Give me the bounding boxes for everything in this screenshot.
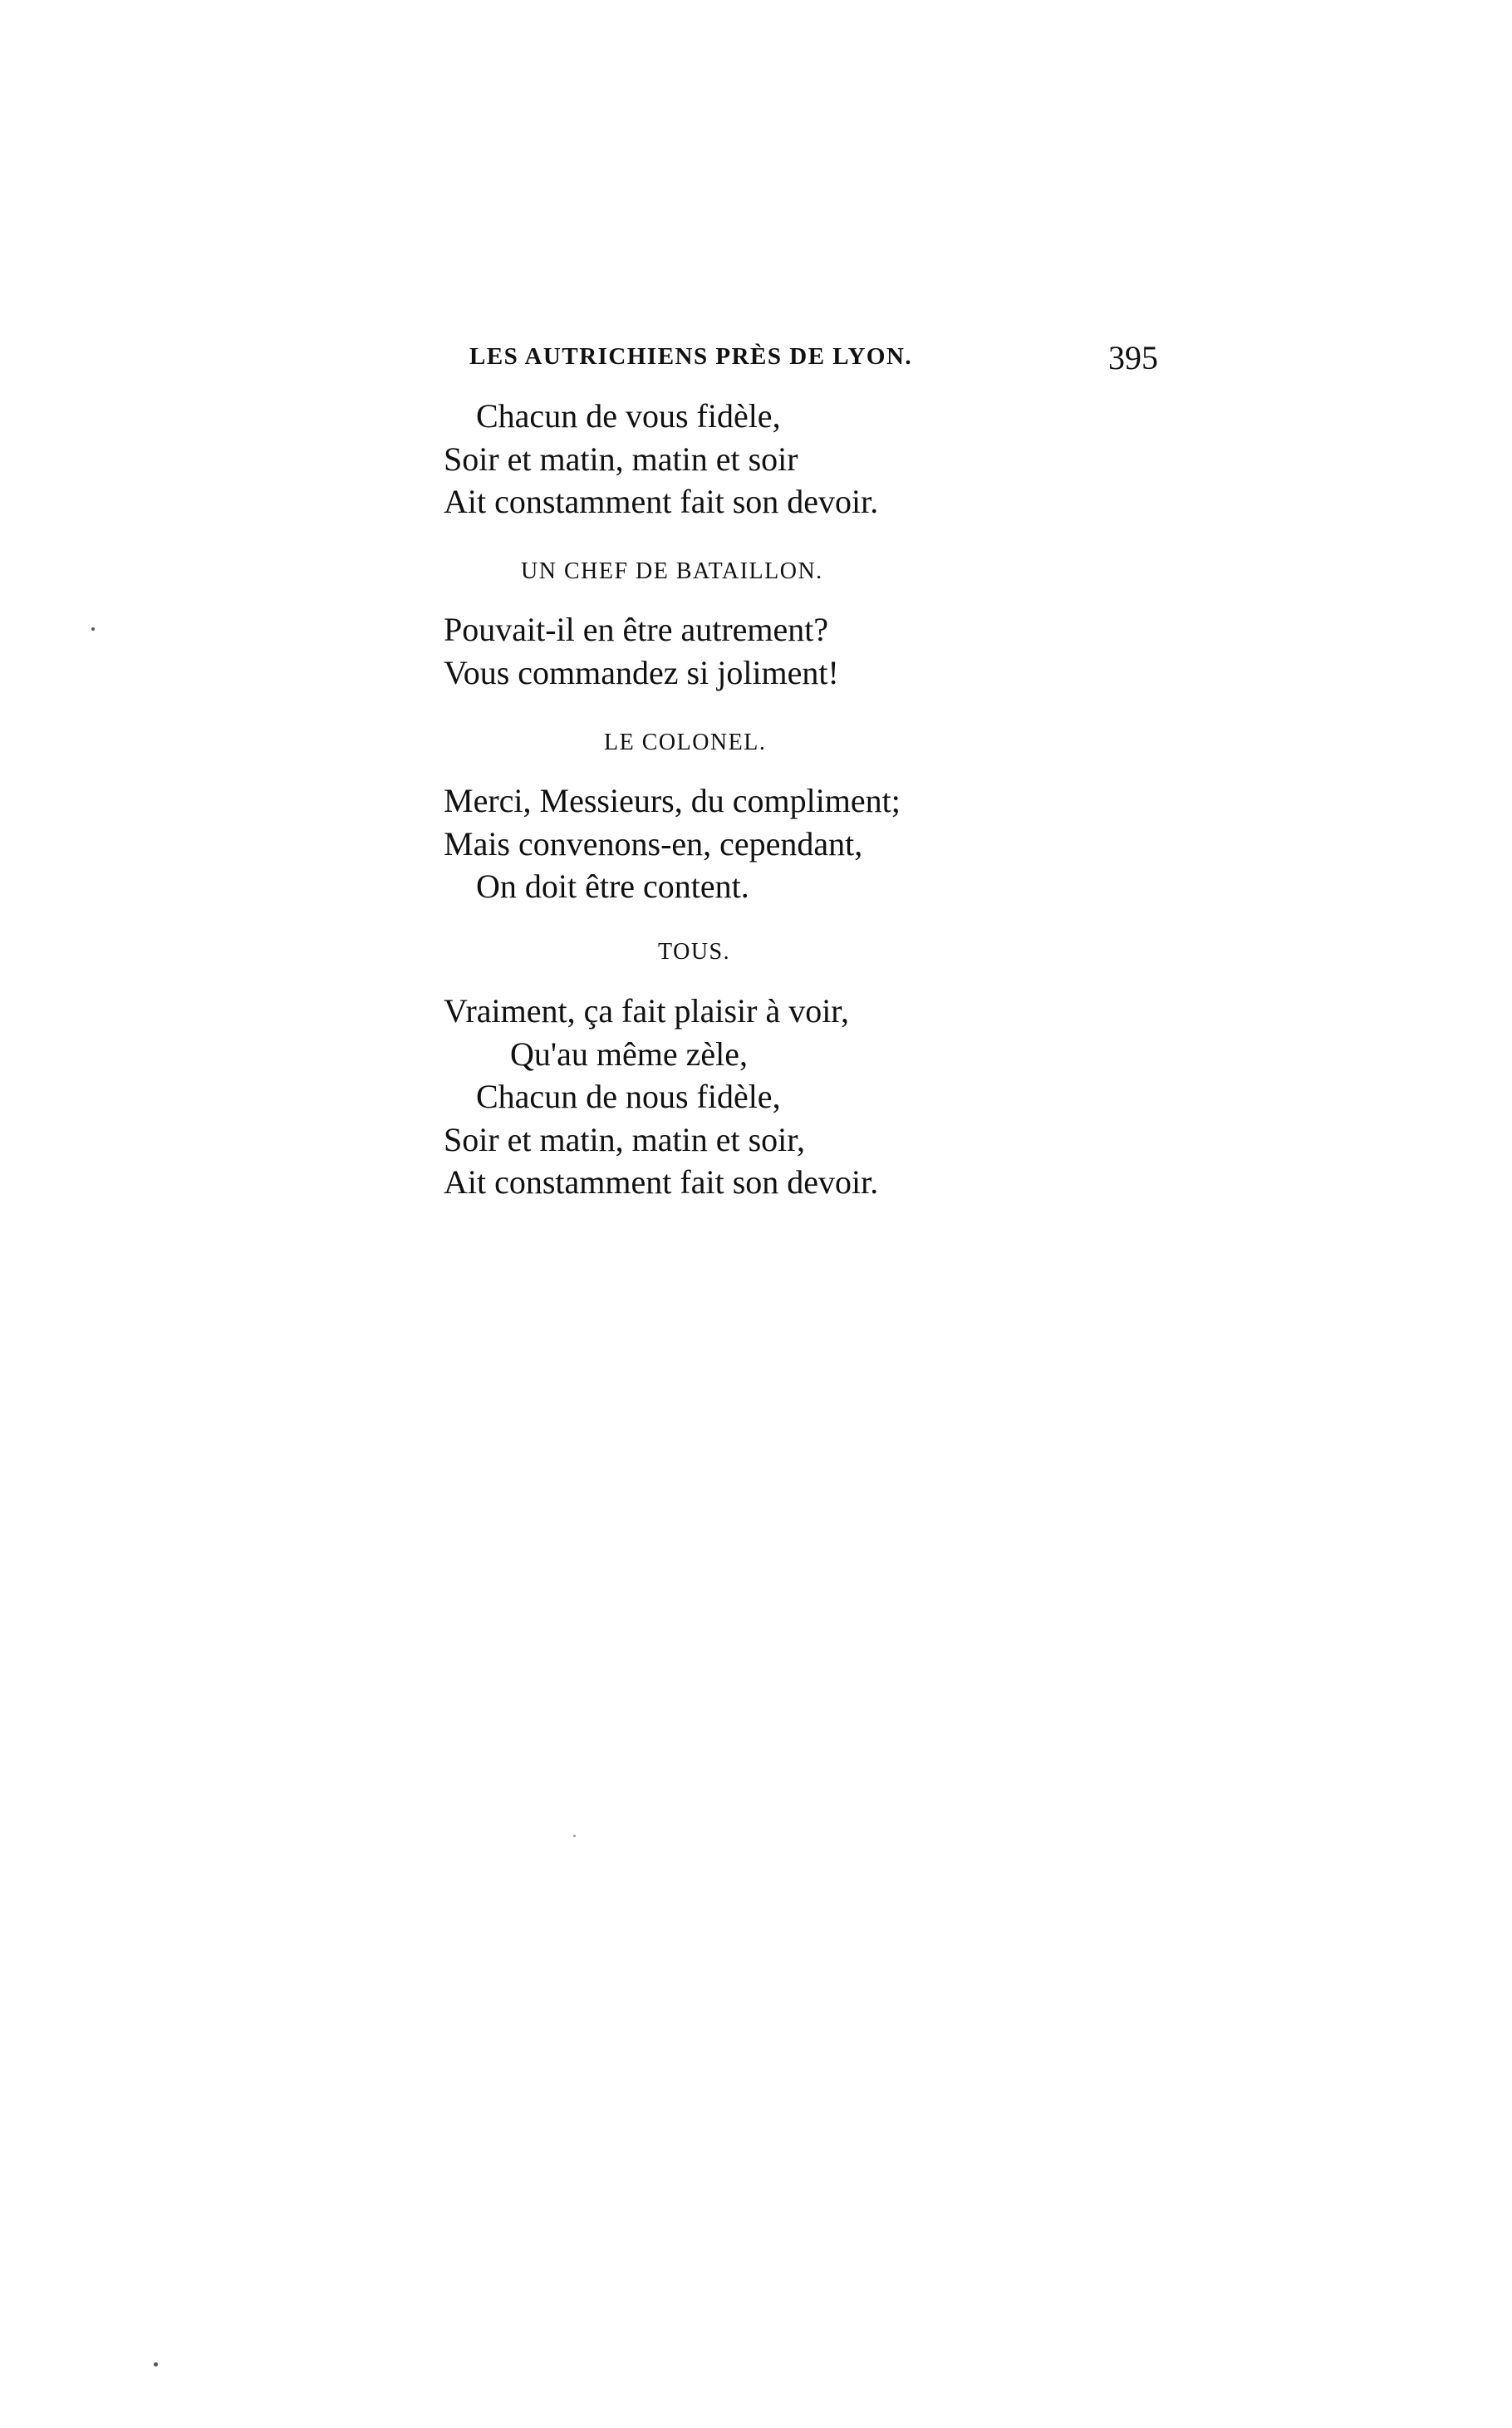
- running-title: LES AUTRICHIENS PRÈS DE LYON.: [469, 343, 913, 370]
- verse-line: Chacun de nous fidèle,: [476, 1078, 781, 1115]
- verse-line: Chacun de vous fidèle,: [476, 397, 781, 435]
- verse-line: Vraiment, ça fait plaisir à voir,: [444, 992, 850, 1030]
- verse-line: Ait constamment fait son devoir.: [444, 483, 879, 520]
- scan-speck: [91, 627, 95, 631]
- speaker-label: TOUS.: [658, 939, 731, 965]
- scan-speck: [154, 2362, 158, 2367]
- verse-line: Soir et matin, matin et soir,: [444, 1121, 805, 1158]
- speaker-label: UN CHEF DE BATAILLON.: [521, 558, 823, 584]
- verse-line: Vous commandez si joliment!: [444, 654, 839, 691]
- verse-line: On doit être content.: [476, 867, 749, 905]
- verse-line: Soir et matin, matin et soir: [444, 440, 798, 478]
- verse-line: Merci, Messieurs, du compliment;: [444, 782, 901, 819]
- speaker-label: LE COLONEL.: [604, 730, 767, 755]
- verse-line: Pouvait-il en être autrement?: [444, 611, 829, 648]
- page-number: 395: [1108, 339, 1158, 376]
- verse-line: Qu'au même zèle,: [510, 1035, 748, 1073]
- scan-speck: [573, 1835, 576, 1837]
- verse-line: Ait constamment fait son devoir.: [444, 1163, 879, 1201]
- verse-line: Mais convenons-en, cependant,: [444, 825, 863, 863]
